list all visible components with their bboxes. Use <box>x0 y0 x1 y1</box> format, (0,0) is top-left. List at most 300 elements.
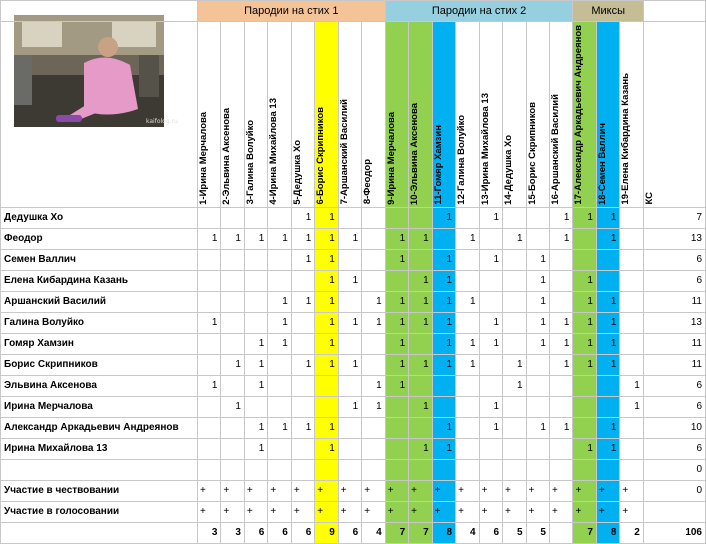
vote-cell[interactable] <box>385 270 408 291</box>
vote-cell[interactable] <box>573 249 596 270</box>
vote-cell[interactable]: 1 <box>291 291 314 312</box>
vote-cell[interactable]: + <box>385 501 408 522</box>
ks-cell[interactable]: 13 <box>643 312 705 333</box>
vote-cell[interactable] <box>221 270 244 291</box>
ks-cell[interactable]: 11 <box>643 333 705 354</box>
vote-cell[interactable]: 1 <box>268 417 291 438</box>
vote-cell[interactable]: 1 <box>479 417 502 438</box>
vote-cell[interactable] <box>503 312 526 333</box>
vote-cell[interactable]: 1 <box>291 207 314 228</box>
vote-cell[interactable] <box>503 459 526 480</box>
vote-cell[interactable]: 1 <box>503 354 526 375</box>
vote-cell[interactable] <box>362 438 385 459</box>
vote-cell[interactable]: 1 <box>409 354 432 375</box>
vote-cell[interactable] <box>503 417 526 438</box>
vote-cell[interactable]: 1 <box>338 228 361 249</box>
ks-cell[interactable]: 13 <box>643 228 705 249</box>
vote-cell[interactable]: 1 <box>432 291 455 312</box>
vote-cell[interactable] <box>221 333 244 354</box>
vote-cell[interactable]: 1 <box>197 228 220 249</box>
vote-cell[interactable] <box>549 249 572 270</box>
vote-cell[interactable] <box>526 354 549 375</box>
vote-cell[interactable]: + <box>268 480 291 501</box>
vote-cell[interactable]: + <box>573 480 596 501</box>
vote-cell[interactable]: 1 <box>526 270 549 291</box>
vote-cell[interactable]: + <box>338 480 361 501</box>
vote-cell[interactable]: 1 <box>197 312 220 333</box>
vote-cell[interactable] <box>456 207 479 228</box>
vote-cell[interactable]: 1 <box>244 333 267 354</box>
vote-cell[interactable]: 1 <box>385 228 408 249</box>
vote-cell[interactable]: 1 <box>503 228 526 249</box>
vote-cell[interactable]: 1 <box>573 291 596 312</box>
vote-cell[interactable]: + <box>573 501 596 522</box>
vote-cell[interactable] <box>432 228 455 249</box>
vote-cell[interactable]: 1 <box>479 312 502 333</box>
vote-cell[interactable] <box>221 438 244 459</box>
vote-cell[interactable] <box>503 249 526 270</box>
vote-cell[interactable]: 1 <box>315 312 338 333</box>
vote-cell[interactable]: + <box>432 480 455 501</box>
vote-cell[interactable] <box>526 375 549 396</box>
vote-cell[interactable]: 1 <box>221 396 244 417</box>
vote-cell[interactable]: + <box>338 501 361 522</box>
row-name[interactable]: Галина Волуйко <box>1 312 198 333</box>
vote-cell[interactable]: + <box>385 480 408 501</box>
row-name[interactable]: Гомяр Хамзин <box>1 333 198 354</box>
vote-cell[interactable]: 1 <box>409 438 432 459</box>
vote-cell[interactable]: + <box>526 480 549 501</box>
vote-cell[interactable]: + <box>432 501 455 522</box>
vote-cell[interactable]: 1 <box>432 312 455 333</box>
vote-cell[interactable]: 1 <box>573 333 596 354</box>
vote-cell[interactable] <box>362 354 385 375</box>
vote-cell[interactable] <box>456 438 479 459</box>
vote-cell[interactable] <box>221 291 244 312</box>
vote-cell[interactable]: 1 <box>409 312 432 333</box>
vote-cell[interactable] <box>362 417 385 438</box>
vote-cell[interactable]: 1 <box>291 249 314 270</box>
vote-cell[interactable]: 1 <box>315 354 338 375</box>
vote-cell[interactable] <box>385 396 408 417</box>
vote-cell[interactable] <box>268 207 291 228</box>
vote-cell[interactable] <box>244 207 267 228</box>
vote-cell[interactable]: + <box>291 480 314 501</box>
vote-cell[interactable]: 1 <box>432 417 455 438</box>
vote-cell[interactable] <box>362 249 385 270</box>
vote-cell[interactable]: 1 <box>549 333 572 354</box>
vote-cell[interactable]: 1 <box>291 354 314 375</box>
vote-cell[interactable]: + <box>409 480 432 501</box>
vote-cell[interactable]: 1 <box>503 375 526 396</box>
vote-cell[interactable] <box>197 333 220 354</box>
vote-cell[interactable]: + <box>503 501 526 522</box>
vote-cell[interactable] <box>620 333 643 354</box>
vote-cell[interactable] <box>456 396 479 417</box>
vote-cell[interactable] <box>315 396 338 417</box>
vote-cell[interactable]: 1 <box>291 228 314 249</box>
vote-cell[interactable]: 1 <box>596 228 619 249</box>
vote-cell[interactable] <box>409 417 432 438</box>
row-name[interactable]: Эльвина Аксенова <box>1 375 198 396</box>
vote-cell[interactable] <box>244 396 267 417</box>
vote-cell[interactable] <box>197 417 220 438</box>
vote-cell[interactable]: 1 <box>549 417 572 438</box>
vote-cell[interactable] <box>409 459 432 480</box>
vote-cell[interactable] <box>620 228 643 249</box>
row-name[interactable]: Участие в голосовании <box>1 501 198 522</box>
vote-cell[interactable]: + <box>456 480 479 501</box>
vote-cell[interactable]: 1 <box>526 333 549 354</box>
vote-cell[interactable] <box>620 417 643 438</box>
ks-cell[interactable]: 11 <box>643 354 705 375</box>
vote-cell[interactable]: 1 <box>315 207 338 228</box>
vote-cell[interactable]: 1 <box>596 312 619 333</box>
ks-cell[interactable]: 6 <box>643 375 705 396</box>
vote-cell[interactable] <box>479 459 502 480</box>
vote-cell[interactable]: 1 <box>526 312 549 333</box>
vote-cell[interactable]: 1 <box>315 417 338 438</box>
vote-cell[interactable]: 1 <box>620 375 643 396</box>
vote-cell[interactable] <box>620 207 643 228</box>
row-name[interactable]: Аршанский Василий <box>1 291 198 312</box>
ks-cell[interactable]: 0 <box>643 480 705 501</box>
vote-cell[interactable] <box>338 417 361 438</box>
vote-cell[interactable] <box>291 438 314 459</box>
vote-cell[interactable]: 1 <box>573 312 596 333</box>
vote-cell[interactable] <box>385 207 408 228</box>
vote-cell[interactable]: + <box>596 501 619 522</box>
vote-cell[interactable] <box>620 270 643 291</box>
vote-cell[interactable] <box>291 459 314 480</box>
vote-cell[interactable] <box>620 354 643 375</box>
ks-cell[interactable]: 6 <box>643 249 705 270</box>
vote-cell[interactable] <box>291 375 314 396</box>
vote-cell[interactable] <box>549 270 572 291</box>
vote-cell[interactable]: + <box>362 480 385 501</box>
vote-cell[interactable] <box>456 459 479 480</box>
vote-cell[interactable]: 1 <box>409 291 432 312</box>
vote-cell[interactable]: + <box>315 501 338 522</box>
vote-cell[interactable]: 1 <box>432 249 455 270</box>
vote-cell[interactable]: 1 <box>596 207 619 228</box>
vote-cell[interactable] <box>221 417 244 438</box>
vote-cell[interactable] <box>479 228 502 249</box>
vote-cell[interactable] <box>338 459 361 480</box>
vote-cell[interactable]: + <box>620 501 643 522</box>
vote-cell[interactable] <box>221 459 244 480</box>
vote-cell[interactable] <box>503 396 526 417</box>
vote-cell[interactable]: 1 <box>244 438 267 459</box>
vote-cell[interactable] <box>244 270 267 291</box>
vote-cell[interactable] <box>197 249 220 270</box>
vote-cell[interactable] <box>549 459 572 480</box>
vote-cell[interactable]: 1 <box>244 375 267 396</box>
row-name[interactable]: Ирина Михайлова 13 <box>1 438 198 459</box>
vote-cell[interactable]: 1 <box>526 249 549 270</box>
vote-cell[interactable] <box>503 291 526 312</box>
vote-cell[interactable]: 1 <box>479 249 502 270</box>
vote-cell[interactable]: 1 <box>338 312 361 333</box>
vote-cell[interactable] <box>432 459 455 480</box>
vote-cell[interactable] <box>456 312 479 333</box>
vote-cell[interactable] <box>291 270 314 291</box>
vote-cell[interactable]: 1 <box>362 291 385 312</box>
vote-cell[interactable] <box>197 396 220 417</box>
vote-cell[interactable]: 1 <box>268 228 291 249</box>
vote-cell[interactable]: 1 <box>362 312 385 333</box>
vote-cell[interactable]: 1 <box>432 270 455 291</box>
vote-cell[interactable] <box>291 312 314 333</box>
vote-cell[interactable] <box>479 375 502 396</box>
vote-cell[interactable]: + <box>221 501 244 522</box>
ks-cell[interactable]: 6 <box>643 270 705 291</box>
vote-cell[interactable]: 1 <box>432 438 455 459</box>
vote-cell[interactable] <box>197 207 220 228</box>
vote-cell[interactable] <box>503 333 526 354</box>
vote-cell[interactable]: 1 <box>315 270 338 291</box>
vote-cell[interactable]: + <box>503 480 526 501</box>
ks-cell[interactable]: 10 <box>643 417 705 438</box>
vote-cell[interactable]: + <box>620 480 643 501</box>
vote-cell[interactable] <box>338 207 361 228</box>
vote-cell[interactable] <box>432 375 455 396</box>
ks-cell[interactable]: 7 <box>643 207 705 228</box>
vote-cell[interactable]: 1 <box>385 333 408 354</box>
vote-cell[interactable]: + <box>526 501 549 522</box>
vote-cell[interactable] <box>268 249 291 270</box>
vote-cell[interactable]: 1 <box>432 333 455 354</box>
vote-cell[interactable] <box>338 438 361 459</box>
vote-cell[interactable]: 1 <box>244 228 267 249</box>
row-name[interactable]: Ирина Мерчалова <box>1 396 198 417</box>
row-name[interactable]: Дедушка Хо <box>1 207 198 228</box>
vote-cell[interactable]: + <box>479 480 502 501</box>
vote-cell[interactable] <box>338 291 361 312</box>
vote-cell[interactable]: + <box>456 501 479 522</box>
vote-cell[interactable]: 1 <box>596 291 619 312</box>
vote-cell[interactable] <box>362 459 385 480</box>
vote-cell[interactable] <box>503 270 526 291</box>
vote-cell[interactable]: 1 <box>315 249 338 270</box>
vote-cell[interactable]: 1 <box>221 354 244 375</box>
vote-cell[interactable] <box>362 228 385 249</box>
vote-cell[interactable]: 1 <box>244 417 267 438</box>
vote-cell[interactable]: 1 <box>573 354 596 375</box>
vote-cell[interactable] <box>503 207 526 228</box>
ks-cell[interactable]: 6 <box>643 438 705 459</box>
vote-cell[interactable] <box>221 312 244 333</box>
vote-cell[interactable] <box>385 459 408 480</box>
vote-cell[interactable] <box>244 291 267 312</box>
ks-cell[interactable] <box>643 501 705 522</box>
vote-cell[interactable]: 1 <box>573 438 596 459</box>
vote-cell[interactable] <box>244 312 267 333</box>
vote-cell[interactable]: 1 <box>549 312 572 333</box>
vote-cell[interactable]: + <box>197 480 220 501</box>
vote-cell[interactable]: + <box>596 480 619 501</box>
vote-cell[interactable]: 1 <box>244 354 267 375</box>
vote-cell[interactable]: 1 <box>315 291 338 312</box>
vote-cell[interactable]: 1 <box>596 354 619 375</box>
vote-cell[interactable]: + <box>268 501 291 522</box>
vote-cell[interactable]: 1 <box>573 207 596 228</box>
vote-cell[interactable] <box>526 396 549 417</box>
vote-cell[interactable] <box>620 459 643 480</box>
vote-cell[interactable] <box>268 396 291 417</box>
vote-cell[interactable]: 1 <box>620 396 643 417</box>
vote-cell[interactable] <box>526 207 549 228</box>
vote-cell[interactable]: 1 <box>385 375 408 396</box>
vote-cell[interactable] <box>409 249 432 270</box>
vote-cell[interactable] <box>268 354 291 375</box>
vote-cell[interactable] <box>197 438 220 459</box>
ks-cell[interactable]: 6 <box>643 396 705 417</box>
vote-cell[interactable] <box>315 459 338 480</box>
vote-cell[interactable]: + <box>315 480 338 501</box>
vote-cell[interactable]: 1 <box>197 375 220 396</box>
vote-cell[interactable] <box>456 417 479 438</box>
vote-cell[interactable]: 1 <box>456 291 479 312</box>
vote-cell[interactable]: + <box>549 480 572 501</box>
vote-cell[interactable] <box>385 438 408 459</box>
vote-cell[interactable]: 1 <box>268 312 291 333</box>
vote-cell[interactable]: 1 <box>409 270 432 291</box>
vote-cell[interactable] <box>244 249 267 270</box>
vote-cell[interactable] <box>221 249 244 270</box>
vote-cell[interactable]: 1 <box>338 354 361 375</box>
row-name[interactable] <box>1 459 198 480</box>
vote-cell[interactable]: 1 <box>362 396 385 417</box>
vote-cell[interactable]: 1 <box>479 396 502 417</box>
vote-cell[interactable] <box>268 438 291 459</box>
ks-cell[interactable]: 11 <box>643 291 705 312</box>
vote-cell[interactable] <box>503 438 526 459</box>
row-name[interactable]: Феодор <box>1 228 198 249</box>
vote-cell[interactable] <box>456 270 479 291</box>
vote-cell[interactable]: 1 <box>432 207 455 228</box>
vote-cell[interactable] <box>291 396 314 417</box>
vote-cell[interactable] <box>432 396 455 417</box>
vote-cell[interactable]: + <box>549 501 572 522</box>
vote-cell[interactable]: 1 <box>268 333 291 354</box>
vote-cell[interactable] <box>409 207 432 228</box>
vote-cell[interactable]: 1 <box>409 228 432 249</box>
vote-cell[interactable]: 1 <box>385 291 408 312</box>
vote-cell[interactable]: 1 <box>596 333 619 354</box>
vote-cell[interactable]: 1 <box>362 375 385 396</box>
vote-cell[interactable] <box>596 459 619 480</box>
vote-cell[interactable] <box>479 438 502 459</box>
vote-cell[interactable] <box>338 333 361 354</box>
row-name[interactable]: Участие в чествовании <box>1 480 198 501</box>
vote-cell[interactable] <box>573 396 596 417</box>
ks-cell[interactable]: 0 <box>643 459 705 480</box>
vote-cell[interactable]: 1 <box>596 417 619 438</box>
row-name[interactable]: Александр Аркадьевич Андреянов <box>1 417 198 438</box>
vote-cell[interactable]: 1 <box>291 417 314 438</box>
vote-cell[interactable]: 1 <box>456 333 479 354</box>
vote-cell[interactable]: 1 <box>385 354 408 375</box>
vote-cell[interactable]: + <box>244 501 267 522</box>
vote-cell[interactable]: 1 <box>549 354 572 375</box>
vote-cell[interactable]: 1 <box>456 354 479 375</box>
vote-cell[interactable]: 1 <box>221 228 244 249</box>
vote-cell[interactable]: 1 <box>315 333 338 354</box>
vote-cell[interactable] <box>268 459 291 480</box>
row-name[interactable]: Елена Кибардина Казань <box>1 270 198 291</box>
vote-cell[interactable] <box>456 249 479 270</box>
vote-cell[interactable] <box>549 438 572 459</box>
vote-cell[interactable] <box>479 354 502 375</box>
vote-cell[interactable] <box>479 270 502 291</box>
row-name[interactable]: Борис Скрипников <box>1 354 198 375</box>
vote-cell[interactable]: 1 <box>338 396 361 417</box>
vote-cell[interactable] <box>338 375 361 396</box>
vote-cell[interactable] <box>197 354 220 375</box>
vote-cell[interactable] <box>526 438 549 459</box>
vote-cell[interactable] <box>549 396 572 417</box>
vote-cell[interactable] <box>620 291 643 312</box>
vote-cell[interactable] <box>362 207 385 228</box>
vote-cell[interactable]: 1 <box>573 270 596 291</box>
vote-cell[interactable] <box>596 375 619 396</box>
vote-cell[interactable] <box>268 270 291 291</box>
vote-cell[interactable] <box>197 291 220 312</box>
vote-cell[interactable]: + <box>244 480 267 501</box>
vote-cell[interactable] <box>221 375 244 396</box>
vote-cell[interactable]: 1 <box>432 354 455 375</box>
vote-cell[interactable] <box>573 228 596 249</box>
vote-cell[interactable] <box>221 207 244 228</box>
vote-cell[interactable]: 1 <box>479 333 502 354</box>
vote-cell[interactable] <box>526 228 549 249</box>
vote-cell[interactable] <box>409 375 432 396</box>
vote-cell[interactable] <box>596 249 619 270</box>
vote-cell[interactable] <box>315 375 338 396</box>
vote-cell[interactable]: 1 <box>456 228 479 249</box>
vote-cell[interactable]: + <box>479 501 502 522</box>
vote-cell[interactable]: + <box>197 501 220 522</box>
row-name[interactable]: Семен Валлич <box>1 249 198 270</box>
vote-cell[interactable] <box>596 270 619 291</box>
vote-cell[interactable] <box>620 312 643 333</box>
vote-cell[interactable]: 1 <box>385 249 408 270</box>
vote-cell[interactable] <box>573 459 596 480</box>
vote-cell[interactable] <box>338 249 361 270</box>
vote-cell[interactable]: + <box>362 501 385 522</box>
vote-cell[interactable] <box>596 396 619 417</box>
vote-cell[interactable] <box>549 375 572 396</box>
vote-cell[interactable] <box>268 375 291 396</box>
vote-cell[interactable] <box>244 459 267 480</box>
vote-cell[interactable] <box>620 438 643 459</box>
vote-cell[interactable] <box>291 333 314 354</box>
vote-cell[interactable]: 1 <box>526 291 549 312</box>
vote-cell[interactable]: 1 <box>596 438 619 459</box>
vote-cell[interactable] <box>197 459 220 480</box>
vote-cell[interactable]: + <box>221 480 244 501</box>
vote-cell[interactable] <box>197 270 220 291</box>
vote-cell[interactable] <box>620 249 643 270</box>
vote-cell[interactable] <box>549 291 572 312</box>
vote-cell[interactable] <box>409 333 432 354</box>
vote-cell[interactable]: 1 <box>315 438 338 459</box>
vote-cell[interactable] <box>479 291 502 312</box>
vote-cell[interactable] <box>526 459 549 480</box>
vote-cell[interactable]: 1 <box>338 270 361 291</box>
vote-cell[interactable]: 1 <box>315 228 338 249</box>
